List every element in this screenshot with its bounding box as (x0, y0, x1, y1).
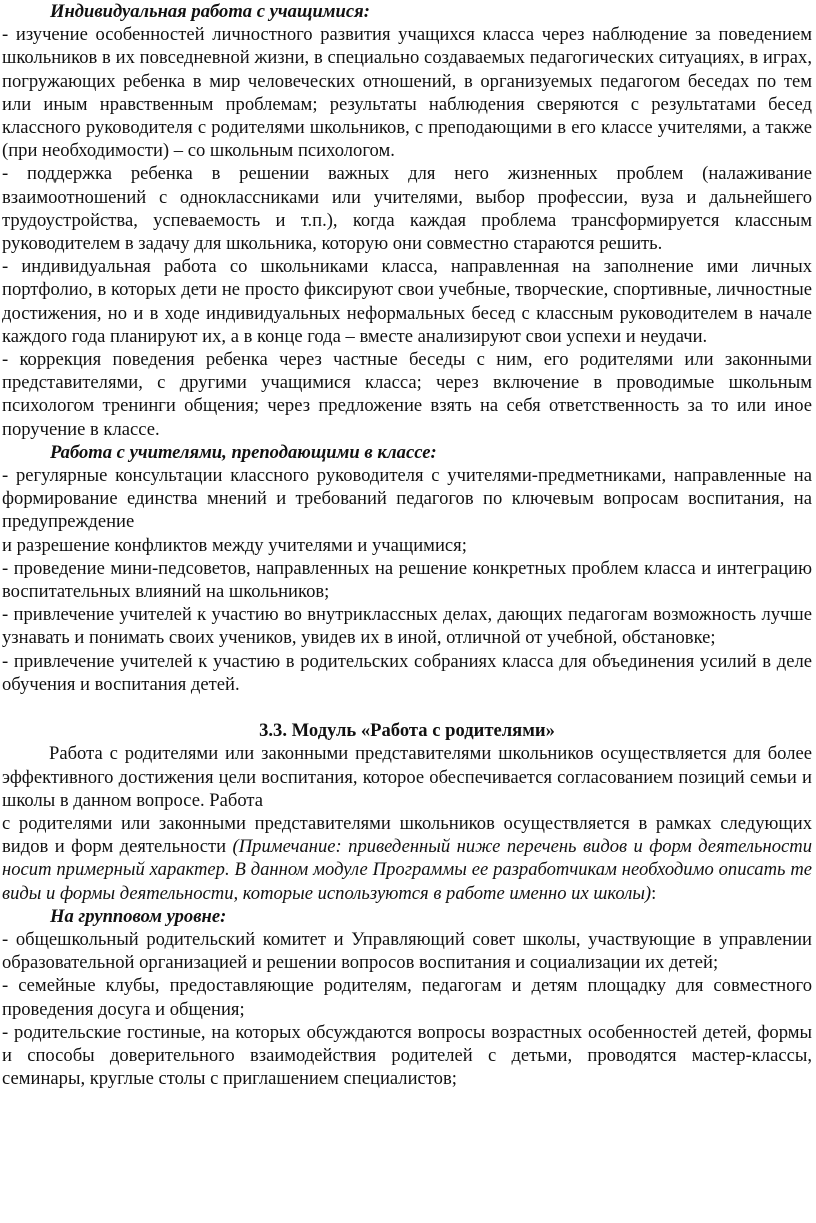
section-heading-teachers: Работа с учителями, преподающими в классе: (50, 441, 437, 463)
paragraph-students-1: - изучение особенностей личностного развития учащихся класса через наблюдение за поведением школьников в их повседневной жизни, в специально создаваемых педагогических ситуациях, в играх, погружающих ребенка в мир человеческих отношений, в организуемых педагогом беседах по тем или иным нравственным проблемам; результаты наблюдения сверяются с результатами бесед классного руководителя с родителями школьников, с преподающими в его классе учителями, а также (при необходимости) – со школьным психологом. (2, 24, 812, 162)
paragraph-students-3: - индивидуальная работа со школьниками класса, направленная на заполнение ими личных портфолио, в которых дети не просто фиксируют свои учебные, творческие, спортивные, личностные достижения, но и в ходе индивидуальных неформальных бесед с классным руководителем в начале каждого года планируют их, а в конце года – вместе анализируют свои успехи и неудачи. (2, 256, 812, 347)
group-item-3: - родительские гостиные, на которых обсуждаются вопросы возрастных особенностей детей, формы и способы доверительного взаимодействия родителей с детьми, проводятся мастер-классы, семинары, круглые столы с приглашением специалистов; (2, 1021, 812, 1090)
paragraph-teachers-1b: и разрешение конфликтов между учителями и учащимися; (2, 534, 467, 556)
group-item-2: - семейные клубы, предоставляющие родителям, педагогам и детям площадку для совместного проведения досуга и общения; (2, 975, 812, 1020)
paragraph-teachers-1a: - регулярные консультации классного руководителя с учителями-предметниками, направленные на формирование единства мнений и требований педагогов по ключевым вопросам воспитания, на предупреждение (2, 465, 812, 533)
module-body-text: с родителями или законными представителями школьников осуществляется в рамках следующих видов и форм деятельности (2, 812, 812, 858)
paragraph-teachers-4: - привлечение учителей к участию в родительских собраниях класса для объединения усилий в деле обучения и воспитания детей. (2, 650, 812, 695)
group-item-1: - общешкольный родительский комитет и Управляющий совет школы, участвующие в управлении образовательной организацией и решении вопросов воспитания и социализации их детей; (2, 928, 812, 974)
paragraph-students-2: - поддержка ребенка в решении важных для него жизненных проблем (налаживание взаимоотношений с одноклассниками или учителями, выбор профессии, вуза и дальнейшего трудоустройства, успеваемость и т.п.), когда каждая проблема трансформируется классным руководителем в задачу для школьника, которую они совместно стараются решить. (2, 163, 812, 255)
module-body (2, 812, 812, 905)
module-intro: Работа с родителями или законными представителями школьников осуществляется для более эффективного достижения цели воспитания, которое обеспечивается согласованием позиций семьи и школы в данном вопросе. Работа (2, 743, 812, 811)
paragraph-teachers-2: - проведение мини-педсоветов, направленных на решение конкретных проблем класса и интеграцию воспитательных влияний на школьников; (2, 557, 812, 603)
module-note: (Примечание: приведенный ниже перечень видов и форм деятельности носит примерный характер. В данном модуле Программы ее разработчикам необходимо описать те виды и формы деятельности, которые используются в работе именно их школы) (2, 836, 812, 904)
section-heading-students: Индивидуальная работа с учащимися: (50, 1, 370, 22)
module-title: 3.3. Модуль «Работа с родителями» (259, 720, 555, 742)
group-level-heading: На групповом уровне: (50, 905, 227, 927)
paragraph-teachers-3: - привлечение учителей к участию во внутриклассных делах, дающих педагогам возможность лучше узнавать и понимать своих учеников, увидев их в иной, отличной от учебной, обстановке; (2, 604, 812, 649)
module-body-end: : (651, 882, 657, 904)
paragraph-students-4: - коррекция поведения ребенка через частные беседы с ним, его родителями или законными представителями, с другими учащимися класса; через включение в проводимые школьным психологом тренинги общения; через предложение взять на себя ответственность за то или иное поручение в классе. (2, 349, 812, 440)
